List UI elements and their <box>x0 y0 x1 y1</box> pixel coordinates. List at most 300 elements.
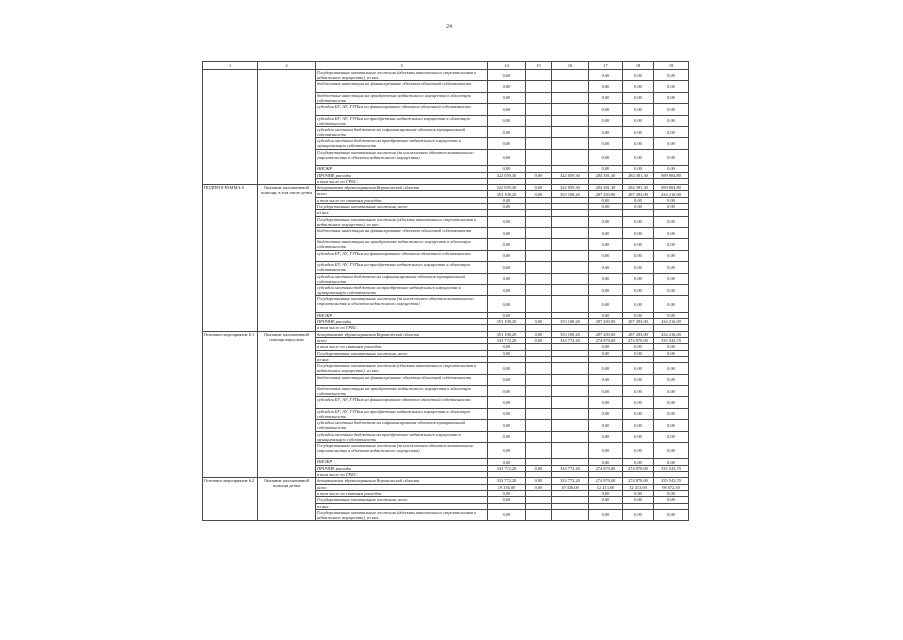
value-cell: 0,00 <box>654 431 689 442</box>
value-cell: 0,00 <box>654 312 689 318</box>
value-cell: 0,00 <box>623 149 654 166</box>
value-cell <box>526 81 552 92</box>
value-cell: 0,00 <box>623 497 654 503</box>
value-cell: 284 381,30 <box>589 172 623 178</box>
value-cell: 0,00 <box>589 250 623 261</box>
value-cell: 19 336,00 <box>488 484 526 490</box>
value-cell <box>552 138 589 149</box>
expense-label-cell: НИОКР <box>316 312 488 318</box>
value-cell: 0,00 <box>589 115 623 126</box>
value-cell: 0,00 <box>488 490 526 496</box>
value-cell: 0,00 <box>589 262 623 273</box>
value-cell <box>552 262 589 273</box>
value-cell <box>552 397 589 408</box>
expense-label-cell: бюджетные инвестиции на финансирование объектов областной собственности <box>316 374 488 385</box>
value-cell: 0,00 <box>526 465 552 471</box>
expense-label-cell: бюджетные инвестиции на приобретение недвижимого имущества в областную собственность <box>316 386 488 397</box>
value-cell: 0,00 <box>589 312 623 318</box>
value-cell: 0,00 <box>654 459 689 465</box>
value-cell: 0,00 <box>623 262 654 273</box>
value-cell: 0,00 <box>623 273 654 284</box>
value-cell: 434 216,00 <box>654 191 689 197</box>
value-cell: 0,00 <box>623 408 654 419</box>
value-cell: 284 381,30 <box>589 185 623 191</box>
value-cell <box>526 509 552 520</box>
value-cell: 0,00 <box>623 442 654 459</box>
value-cell <box>552 104 589 115</box>
value-cell: 0,00 <box>654 115 689 126</box>
value-cell: 333 772,20 <box>488 478 526 484</box>
value-cell: 0,00 <box>654 397 689 408</box>
value-cell: 0,00 <box>589 126 623 137</box>
expense-label-cell: Государственные капитальные вложения (за исключением объектов капитального строительства и объектов недвижимого имущества) <box>316 296 488 313</box>
value-cell: 0,00 <box>488 197 526 203</box>
value-cell: 0,00 <box>589 216 623 227</box>
value-cell: 0,00 <box>654 204 689 210</box>
value-cell: 322 059,30 <box>552 185 589 191</box>
value-cell: 0,00 <box>589 350 623 356</box>
value-cell: 0,00 <box>654 239 689 250</box>
value-cell: 0,00 <box>589 431 623 442</box>
expense-label-cell: субсидии местным бюджетам на софинансирование объектов муниципальной собственности <box>316 126 488 137</box>
value-cell: 335 543,70 <box>654 465 689 471</box>
value-cell: 0,00 <box>526 191 552 197</box>
value-cell <box>552 250 589 261</box>
expense-label-cell: субсидии БУ, АУ, ГУПам на приобретение недвижимого имущества в областную собственность <box>316 115 488 126</box>
value-cell: 0,00 <box>526 172 552 178</box>
value-cell: 333 772,20 <box>488 465 526 471</box>
value-cell: 287 283,00 <box>589 191 623 197</box>
value-cell: 0,00 <box>589 166 623 172</box>
program-name-cell: Основное мероприятие 6.2 <box>203 478 258 521</box>
value-cell <box>552 70 589 81</box>
value-cell: 0,00 <box>654 70 689 81</box>
expense-label-cell: субсидии местным бюджетам на приобретение недвижимого имущества в муниципальную собственность <box>316 431 488 442</box>
value-cell: 19 336,00 <box>552 484 589 490</box>
value-cell: 0,00 <box>623 350 654 356</box>
value-cell: 0,00 <box>488 344 526 350</box>
value-cell <box>526 408 552 419</box>
value-cell: 0,00 <box>589 344 623 350</box>
value-cell: 287 283,00 <box>623 331 654 337</box>
expense-label-cell: в том числе по ГРБС: <box>316 325 488 331</box>
value-cell: 0,00 <box>654 408 689 419</box>
value-cell: 0,00 <box>589 386 623 397</box>
value-cell: 0,00 <box>488 204 526 210</box>
expense-label-cell: бюджетные инвестиции на приобретение недвижимого имущества в областную собственность <box>316 92 488 103</box>
value-cell <box>526 115 552 126</box>
expense-label-cell: Государственные капитальные вложения (объекты капитального строительства и недвижимое имущество), из них: <box>316 70 488 81</box>
value-cell: 0,00 <box>654 284 689 295</box>
header-row <box>203 62 689 70</box>
value-cell: 0,00 <box>654 166 689 172</box>
value-cell: 0,00 <box>623 166 654 172</box>
value-cell: 0,00 <box>623 397 654 408</box>
value-cell: 0,00 <box>488 397 526 408</box>
value-cell: 0,00 <box>654 442 689 459</box>
value-cell: 333 772,20 <box>552 465 589 471</box>
value-cell: 353 108,20 <box>552 331 589 337</box>
value-cell: 0,00 <box>589 149 623 166</box>
expense-label-cell: в том числе по статьям расходов: <box>316 490 488 496</box>
program-title-cell <box>258 70 316 185</box>
value-cell <box>526 431 552 442</box>
value-cell: 0,00 <box>654 262 689 273</box>
value-cell: 699 004,80 <box>654 185 689 191</box>
value-cell: 0,00 <box>488 374 526 385</box>
value-cell: 0,00 <box>623 197 654 203</box>
value-cell: 0,00 <box>526 478 552 484</box>
value-cell: 0,00 <box>488 216 526 227</box>
expense-label-cell: ПРОЧИЕ расходы <box>316 319 488 325</box>
expense-label-cell: ПРОЧИЕ расходы <box>316 172 488 178</box>
expense-label-cell: в том числе по статьям расходов: <box>316 344 488 350</box>
value-cell: 0,00 <box>654 138 689 149</box>
expense-label-cell: Государственные капитальные вложения (объекты капитального строительства и недвижимое имущество), из них: <box>316 509 488 520</box>
value-cell: 0,00 <box>654 374 689 385</box>
value-cell: 0,00 <box>654 420 689 431</box>
value-cell <box>552 296 589 313</box>
expense-label-cell: Государственные капитальные вложения (за исключением объектов капитального строительства и объектов недвижимого имущества) <box>316 149 488 166</box>
value-cell <box>552 431 589 442</box>
value-cell: 274 870,00 <box>589 465 623 471</box>
value-cell: 0,00 <box>488 166 526 172</box>
expense-label-cell: субсидии местным бюджетам на софинансирование объектов муниципальной собственности <box>316 420 488 431</box>
value-cell <box>552 363 589 374</box>
value-cell: 335 543,70 <box>654 478 689 484</box>
value-cell: 0,00 <box>589 70 623 81</box>
expense-label-cell: субсидии БУ, АУ, ГУПам на приобретение недвижимого имущества в областную собственность <box>316 408 488 419</box>
value-cell: 287 283,00 <box>589 319 623 325</box>
value-cell: 0,00 <box>654 273 689 284</box>
value-cell: 0,00 <box>623 296 654 313</box>
value-cell <box>552 374 589 385</box>
value-cell: 0,00 <box>623 490 654 496</box>
value-cell: 353 108,20 <box>488 319 526 325</box>
value-cell: 0,00 <box>488 149 526 166</box>
value-cell: 0,00 <box>589 459 623 465</box>
value-cell: 0,00 <box>488 408 526 419</box>
expense-label-cell: из них: <box>316 210 488 216</box>
program-title-cell: Оказание паллиативной помощи взрослым <box>258 331 316 478</box>
value-cell: 0,00 <box>589 442 623 459</box>
value-cell: 0,00 <box>488 81 526 92</box>
value-cell: 0,00 <box>623 81 654 92</box>
program-name-cell: ПОДПРОГРАММА 6 <box>203 185 258 332</box>
value-cell <box>526 386 552 397</box>
expense-label-cell: бюджетные инвестиции на финансирование объектов областной собственности <box>316 228 488 239</box>
value-cell: 0,00 <box>488 126 526 137</box>
value-cell <box>552 81 589 92</box>
value-cell: 699 004,80 <box>654 172 689 178</box>
table-body <box>203 70 689 521</box>
expense-label-cell: департамент здравоохранения Воронежской области <box>316 185 488 191</box>
value-cell: 0,00 <box>623 363 654 374</box>
value-cell: 0,00 <box>526 484 552 490</box>
value-cell: 0,00 <box>623 70 654 81</box>
value-cell: 333 772,20 <box>552 478 589 484</box>
value-cell: 0,00 <box>488 273 526 284</box>
value-cell: 0,00 <box>623 509 654 520</box>
value-cell <box>552 228 589 239</box>
value-cell: 0,00 <box>654 509 689 520</box>
value-cell: 274 870,00 <box>623 465 654 471</box>
value-cell: 0,00 <box>654 92 689 103</box>
expense-label-cell: всего <box>316 484 488 490</box>
expense-label-cell: бюджетные инвестиции на приобретение недвижимого имущества в областную собственность <box>316 239 488 250</box>
value-cell <box>552 115 589 126</box>
value-cell <box>526 442 552 459</box>
expense-label-cell: в том числе по ГРБС: <box>316 178 488 184</box>
value-cell: 0,00 <box>488 312 526 318</box>
value-cell: 0,00 <box>488 420 526 431</box>
value-cell: 284 381,30 <box>623 185 654 191</box>
value-cell: 284 381,30 <box>623 172 654 178</box>
value-cell: 0,00 <box>526 331 552 337</box>
value-cell: 274 870,00 <box>623 478 654 484</box>
value-cell: 434 216,00 <box>654 319 689 325</box>
value-cell <box>526 92 552 103</box>
header-cell: 14 <box>488 62 526 70</box>
value-cell <box>552 126 589 137</box>
value-cell: 0,00 <box>488 115 526 126</box>
value-cell: 0,00 <box>488 386 526 397</box>
value-cell: 0,00 <box>488 92 526 103</box>
value-cell: 0,00 <box>654 350 689 356</box>
value-cell: 0,00 <box>654 197 689 203</box>
value-cell: 0,00 <box>488 459 526 465</box>
header-cell: 19 <box>654 62 689 70</box>
value-cell: 333 772,20 <box>488 338 526 344</box>
value-cell: 333 772,20 <box>552 338 589 344</box>
program-name-cell <box>203 70 258 185</box>
value-cell: 0,00 <box>488 262 526 273</box>
value-cell <box>526 228 552 239</box>
value-cell <box>526 149 552 166</box>
value-cell: 0,00 <box>589 509 623 520</box>
value-cell <box>552 509 589 520</box>
value-cell: 0,00 <box>623 239 654 250</box>
header-cell: 15 <box>526 62 552 70</box>
value-cell <box>552 420 589 431</box>
header-cell: 3 <box>316 62 488 70</box>
value-cell: 274 870,00 <box>589 338 623 344</box>
value-cell: 0,00 <box>623 138 654 149</box>
expense-label-cell: из них: <box>316 503 488 509</box>
value-cell: 0,00 <box>488 138 526 149</box>
program-name-cell: Основное мероприятие 6.1 <box>203 331 258 478</box>
expense-label-cell: субсидии БУ, АУ, ГУПам на финансирование объектов областной собственности <box>316 397 488 408</box>
expense-label-cell: субсидии БУ, АУ, ГУПам на приобретение недвижимого имущества в областную собственность <box>316 262 488 273</box>
value-cell: 0,00 <box>589 81 623 92</box>
value-cell: 353 108,20 <box>552 191 589 197</box>
value-cell <box>526 284 552 295</box>
value-cell: 0,00 <box>488 239 526 250</box>
value-cell <box>552 284 589 295</box>
value-cell: 0,00 <box>488 509 526 520</box>
value-cell: 0,00 <box>589 138 623 149</box>
budget-table <box>202 61 689 521</box>
expense-label-cell: Государственные капитальные вложения, всего <box>316 350 488 356</box>
value-cell: 0,00 <box>488 228 526 239</box>
value-cell: 0,00 <box>589 420 623 431</box>
value-cell: 0,00 <box>623 115 654 126</box>
value-cell: 335 543,70 <box>654 338 689 344</box>
value-cell: 0,00 <box>623 284 654 295</box>
value-cell: 0,00 <box>654 497 689 503</box>
value-cell: 0,00 <box>488 497 526 503</box>
value-cell <box>526 104 552 115</box>
value-cell: 0,00 <box>488 250 526 261</box>
value-cell: 0,00 <box>488 431 526 442</box>
value-cell: 0,00 <box>589 490 623 496</box>
expense-label-cell: субсидии местным бюджетам на приобретение недвижимого имущества в муниципальную собственность <box>316 138 488 149</box>
value-cell: 12 413,00 <box>623 484 654 490</box>
expense-label-cell: Государственные капитальные вложения (объекты капитального строительства и недвижимое имущество), из них: <box>316 363 488 374</box>
expense-label-cell: Государственные капитальные вложения, всего <box>316 497 488 503</box>
value-cell <box>526 126 552 137</box>
value-cell: 0,00 <box>589 363 623 374</box>
expense-label-cell: субсидии местным бюджетам на софинансирование объектов муниципальной собственности <box>316 273 488 284</box>
value-cell: 0,00 <box>589 92 623 103</box>
value-cell: 0,00 <box>654 250 689 261</box>
value-cell: 0,00 <box>654 386 689 397</box>
value-cell: 0,00 <box>623 204 654 210</box>
value-cell <box>552 216 589 227</box>
expense-label-cell: департамент здравоохранения Воронежской области <box>316 331 488 337</box>
value-cell: 0,00 <box>589 204 623 210</box>
value-cell <box>552 149 589 166</box>
program-title-cell: Оказание паллиативной помощи детям <box>258 478 316 521</box>
value-cell: 0,00 <box>526 185 552 191</box>
value-cell: 0,00 <box>623 228 654 239</box>
value-cell: 0,00 <box>589 228 623 239</box>
value-cell: 0,00 <box>623 250 654 261</box>
expense-label-cell: департамент здравоохранения Воронежской области <box>316 478 488 484</box>
value-cell: 0,00 <box>623 431 654 442</box>
expense-label-cell: ПРОЧИЕ расходы <box>316 465 488 471</box>
value-cell: 0,00 <box>623 126 654 137</box>
value-cell <box>552 442 589 459</box>
value-cell <box>526 216 552 227</box>
program-title-cell: Оказание паллиативной помощи, в том числе детям <box>258 185 316 332</box>
expense-label-cell: всего <box>316 191 488 197</box>
value-cell <box>552 386 589 397</box>
value-cell: 12 413,00 <box>589 484 623 490</box>
header-cell: 2 <box>258 62 316 70</box>
value-cell: 0,00 <box>623 312 654 318</box>
header-cell: 17 <box>589 62 623 70</box>
value-cell: 0,00 <box>526 319 552 325</box>
value-cell <box>526 296 552 313</box>
expense-label-cell: в том числе по статьям расходов: <box>316 197 488 203</box>
value-cell: 0,00 <box>623 216 654 227</box>
value-cell: 0,00 <box>654 296 689 313</box>
value-cell: 0,00 <box>654 363 689 374</box>
value-cell <box>526 262 552 273</box>
value-cell: 0,00 <box>654 490 689 496</box>
value-cell <box>552 273 589 284</box>
value-cell: 287 283,00 <box>589 331 623 337</box>
value-cell: 0,00 <box>488 363 526 374</box>
value-cell: 0,00 <box>589 239 623 250</box>
value-cell: 0,00 <box>589 284 623 295</box>
value-cell: 322 059,30 <box>552 172 589 178</box>
value-cell <box>526 250 552 261</box>
value-cell <box>552 92 589 103</box>
expense-label-cell: НИОКР <box>316 166 488 172</box>
expense-label-cell: субсидии местным бюджетам на приобретение недвижимого имущества в муниципальную собственность <box>316 284 488 295</box>
value-cell <box>526 138 552 149</box>
value-cell: 0,00 <box>654 81 689 92</box>
header-cell: 16 <box>552 62 589 70</box>
value-cell: 353 108,20 <box>552 319 589 325</box>
value-cell: 0,00 <box>623 92 654 103</box>
value-cell <box>526 273 552 284</box>
value-cell: 98 672,30 <box>654 484 689 490</box>
page-number: 24 <box>446 24 452 30</box>
value-cell: 0,00 <box>589 397 623 408</box>
value-cell: 0,00 <box>526 338 552 344</box>
header-cell: 1 <box>203 62 258 70</box>
value-cell <box>526 70 552 81</box>
expense-label-cell: бюджетные инвестиции на финансирование объектов областной собственности <box>316 81 488 92</box>
value-cell: 0,00 <box>589 497 623 503</box>
value-cell: 0,00 <box>623 459 654 465</box>
value-cell <box>526 363 552 374</box>
value-cell: 434 216,00 <box>654 331 689 337</box>
table-row <box>203 70 689 81</box>
expense-label-cell: из них: <box>316 356 488 362</box>
value-cell: 322 059,30 <box>488 185 526 191</box>
value-cell: 0,00 <box>623 420 654 431</box>
value-cell: 0,00 <box>623 344 654 350</box>
value-cell: 0,00 <box>488 296 526 313</box>
value-cell: 0,00 <box>589 197 623 203</box>
value-cell <box>552 239 589 250</box>
value-cell: 0,00 <box>623 104 654 115</box>
value-cell <box>526 239 552 250</box>
value-cell: 0,00 <box>589 104 623 115</box>
value-cell: 0,00 <box>589 374 623 385</box>
value-cell: 274 870,00 <box>623 338 654 344</box>
value-cell: 0,00 <box>654 216 689 227</box>
value-cell: 0,00 <box>589 408 623 419</box>
value-cell: 0,00 <box>488 350 526 356</box>
value-cell: 287 283,00 <box>623 319 654 325</box>
value-cell <box>552 408 589 419</box>
value-cell: 0,00 <box>488 442 526 459</box>
value-cell: 274 870,00 <box>589 478 623 484</box>
expense-label-cell: всего <box>316 338 488 344</box>
value-cell: 0,00 <box>589 296 623 313</box>
expense-label-cell: субсидии БУ, АУ, ГУПам на финансирование объектов областной собственности <box>316 104 488 115</box>
expense-label-cell: Государственные капитальные вложения (за исключением объектов капитального строительства и объектов недвижимого имущества) <box>316 442 488 459</box>
expense-label-cell: Государственные капитальные вложения, всего <box>316 204 488 210</box>
value-cell: 322 059,30 <box>488 172 526 178</box>
value-cell: 0,00 <box>488 104 526 115</box>
value-cell: 0,00 <box>654 344 689 350</box>
value-cell: 0,00 <box>488 284 526 295</box>
expense-label-cell: Государственные капитальные вложения (объекты капитального строительства и недвижимое имущество), из них: <box>316 216 488 227</box>
value-cell: 0,00 <box>654 228 689 239</box>
value-cell <box>526 397 552 408</box>
value-cell: 0,00 <box>589 273 623 284</box>
value-cell: 0,00 <box>623 374 654 385</box>
value-cell <box>526 420 552 431</box>
value-cell: 0,00 <box>623 386 654 397</box>
expense-label-cell: субсидии БУ, АУ, ГУПам на финансирование объектов областной собственности <box>316 250 488 261</box>
